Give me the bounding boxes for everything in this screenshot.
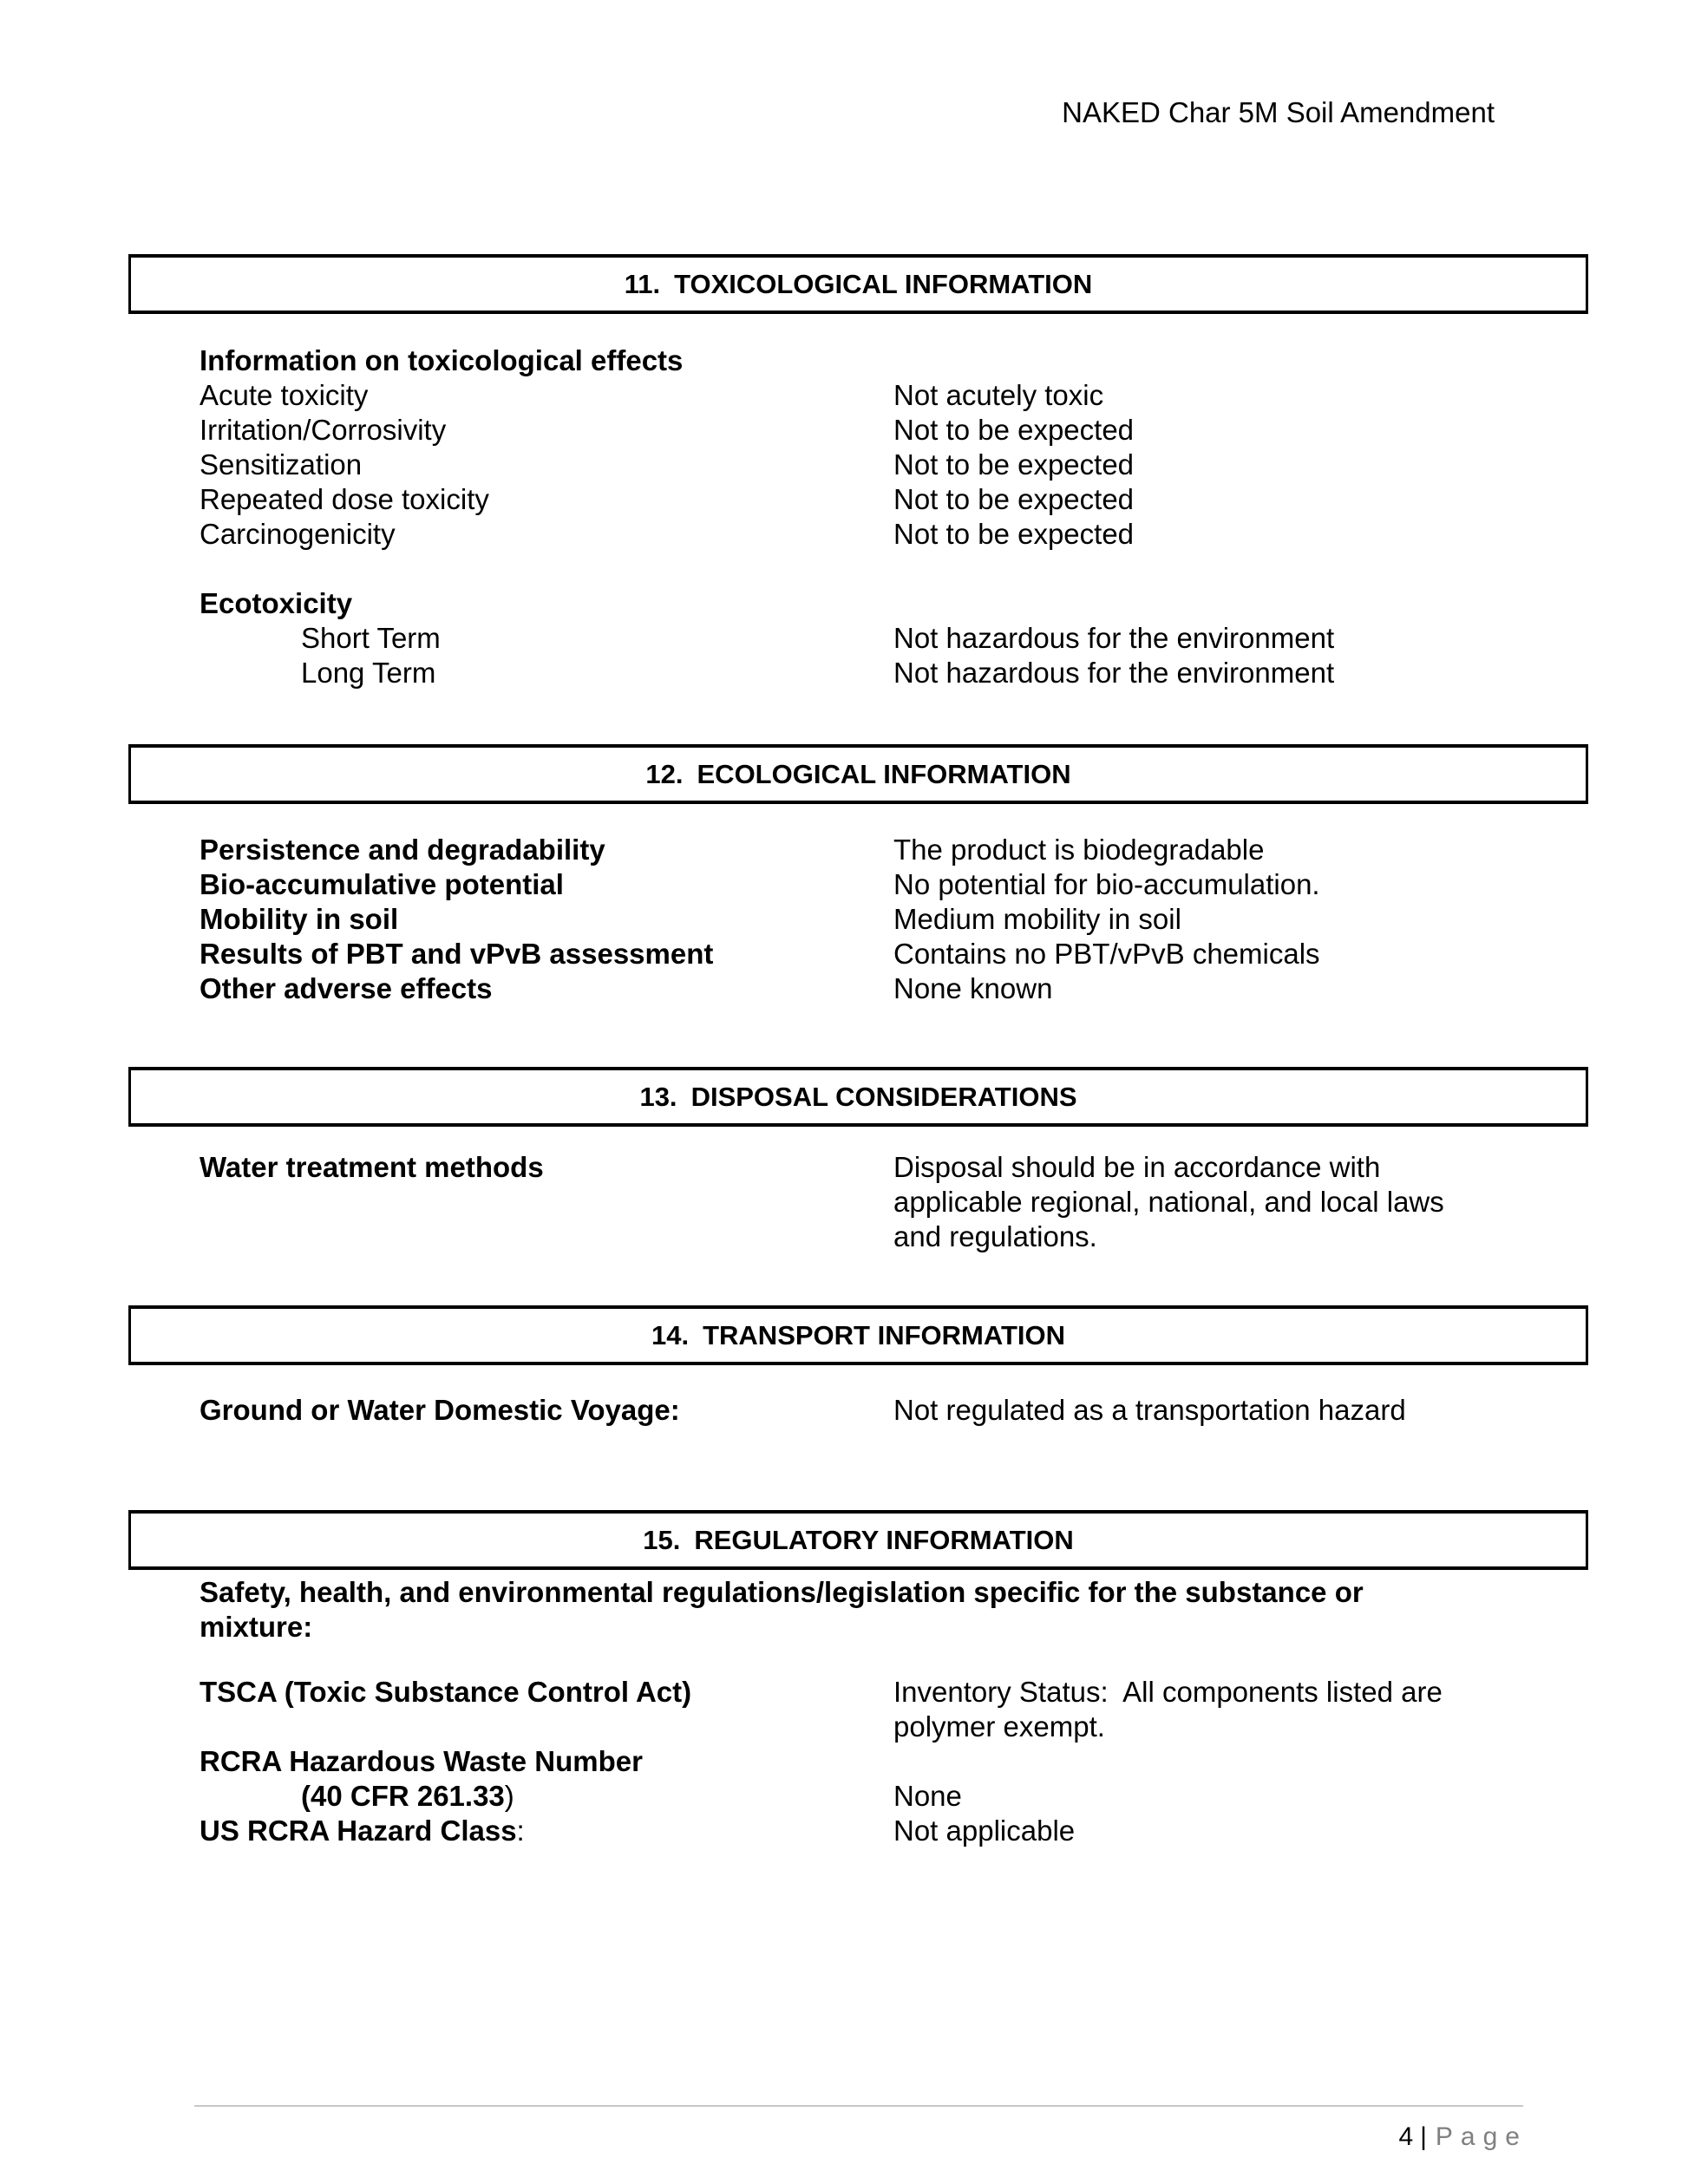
section-11-number: 11. bbox=[624, 268, 661, 299]
row-value: Not applicable bbox=[893, 1815, 1076, 1847]
row-label: Ground or Water Domestic Voyage: bbox=[200, 1394, 680, 1426]
section-15-content bbox=[200, 1575, 1492, 1848]
document-title-header: NAKED Char 5M Soil Amendment bbox=[1062, 96, 1495, 128]
row-value: Not to be expected bbox=[893, 518, 1135, 550]
footer-divider-line bbox=[194, 2105, 1523, 2107]
row-value: Contains no PBT/vPvB chemicals bbox=[893, 938, 1320, 970]
section-11-title: TOXICOLOGICAL INFORMATION bbox=[674, 268, 1093, 299]
row-label-tail: ) bbox=[504, 1780, 514, 1812]
footer-separator: | bbox=[1420, 2122, 1427, 2151]
row-value: Not acutely toxic bbox=[893, 379, 1104, 411]
page-number: 4 bbox=[1398, 2122, 1414, 2151]
row-label: Sensitization bbox=[200, 448, 363, 481]
row-label: TSCA (Toxic Substance Control Act) bbox=[200, 1676, 692, 1708]
section-13-title: DISPOSAL CONSIDERATIONS bbox=[690, 1081, 1077, 1112]
row-label: Bio-accumulative potential bbox=[200, 868, 564, 900]
transport-table bbox=[200, 1393, 1492, 1428]
section-12-title: ECOLOGICAL INFORMATION bbox=[697, 758, 1071, 789]
page-number-footer bbox=[1398, 2122, 1528, 2153]
row-label: RCRA Hazardous Waste Number bbox=[200, 1745, 643, 1777]
regulatory-subheading: Safety, health, and environmental regulations/legislation specific for the substance or mixture: bbox=[200, 1576, 1364, 1643]
row-value: Inventory Status: All components listed are polymer exempt. bbox=[893, 1676, 1451, 1743]
row-label: Persistence and degradability bbox=[200, 834, 605, 866]
row-label-bold-part: (40 CFR 261.33 bbox=[301, 1780, 505, 1812]
section-11-header-box bbox=[128, 254, 1588, 314]
section-15-header-box bbox=[128, 1510, 1588, 1570]
row-label bbox=[200, 1814, 893, 1848]
row-value: Disposal should be in accordance with applicable regional, national, and local laws and regulations. bbox=[893, 1151, 1452, 1252]
row-value bbox=[893, 1744, 1492, 1779]
section-14-number: 14. bbox=[651, 1319, 690, 1350]
row-label-tail: : bbox=[516, 1815, 525, 1847]
section-13-number: 13. bbox=[639, 1081, 677, 1112]
row-label: Mobility in soil bbox=[200, 903, 399, 935]
row-label: Long Term bbox=[301, 657, 436, 689]
row-label: Repeated dose toxicity bbox=[200, 483, 489, 515]
section-15-title: REGULATORY INFORMATION bbox=[694, 1524, 1074, 1555]
toxicological-effects-subheading: Information on toxicological effects bbox=[200, 344, 684, 376]
section-14-content bbox=[200, 1393, 1492, 1428]
section-12-header-box bbox=[128, 744, 1588, 804]
section-14-header-box bbox=[128, 1305, 1588, 1365]
row-label: Irritation/Corrosivity bbox=[200, 414, 447, 446]
row-value: Not hazardous for the environment bbox=[893, 622, 1335, 654]
ecotoxicity-subheading: Ecotoxicity bbox=[200, 587, 353, 619]
section-15-number: 15. bbox=[643, 1524, 681, 1555]
spacer bbox=[200, 552, 1492, 586]
row-value: None known bbox=[893, 972, 1053, 1004]
row-value: Not to be expected bbox=[893, 483, 1135, 515]
row-value: Not hazardous for the environment bbox=[893, 657, 1335, 689]
section-13-header-box bbox=[128, 1067, 1588, 1127]
toxicology-table bbox=[200, 378, 1492, 552]
section-12-content bbox=[200, 833, 1492, 1006]
row-value: Medium mobility in soil bbox=[893, 903, 1181, 935]
row-value: None bbox=[893, 1780, 962, 1812]
row-label: Acute toxicity bbox=[200, 379, 369, 411]
section-14-title: TRANSPORT INFORMATION bbox=[703, 1319, 1065, 1350]
row-label: Other adverse effects bbox=[200, 972, 493, 1004]
ecotoxicity-table bbox=[200, 621, 1492, 690]
row-label bbox=[200, 1779, 893, 1814]
row-label: Carcinogenicity bbox=[200, 518, 396, 550]
page-word: Page bbox=[1435, 2122, 1528, 2151]
row-value: Not regulated as a transportation hazard bbox=[893, 1394, 1406, 1426]
row-value: Not to be expected bbox=[893, 448, 1135, 481]
disposal-table bbox=[200, 1150, 1492, 1254]
row-label-bold-part: US RCRA Hazard Class bbox=[200, 1815, 517, 1847]
section-11-content bbox=[200, 343, 1492, 690]
section-12-number: 12. bbox=[645, 758, 684, 789]
row-label: Water treatment methods bbox=[200, 1151, 544, 1183]
row-value: No potential for bio-accumulation. bbox=[893, 868, 1320, 900]
row-label: Short Term bbox=[301, 622, 441, 654]
regulatory-table bbox=[200, 1675, 1492, 1848]
row-label: Results of PBT and vPvB assessment bbox=[200, 938, 714, 970]
section-13-content bbox=[200, 1150, 1492, 1254]
row-value: Not to be expected bbox=[893, 414, 1135, 446]
row-value: The product is biodegradable bbox=[893, 834, 1265, 866]
ecological-table bbox=[200, 833, 1492, 1006]
